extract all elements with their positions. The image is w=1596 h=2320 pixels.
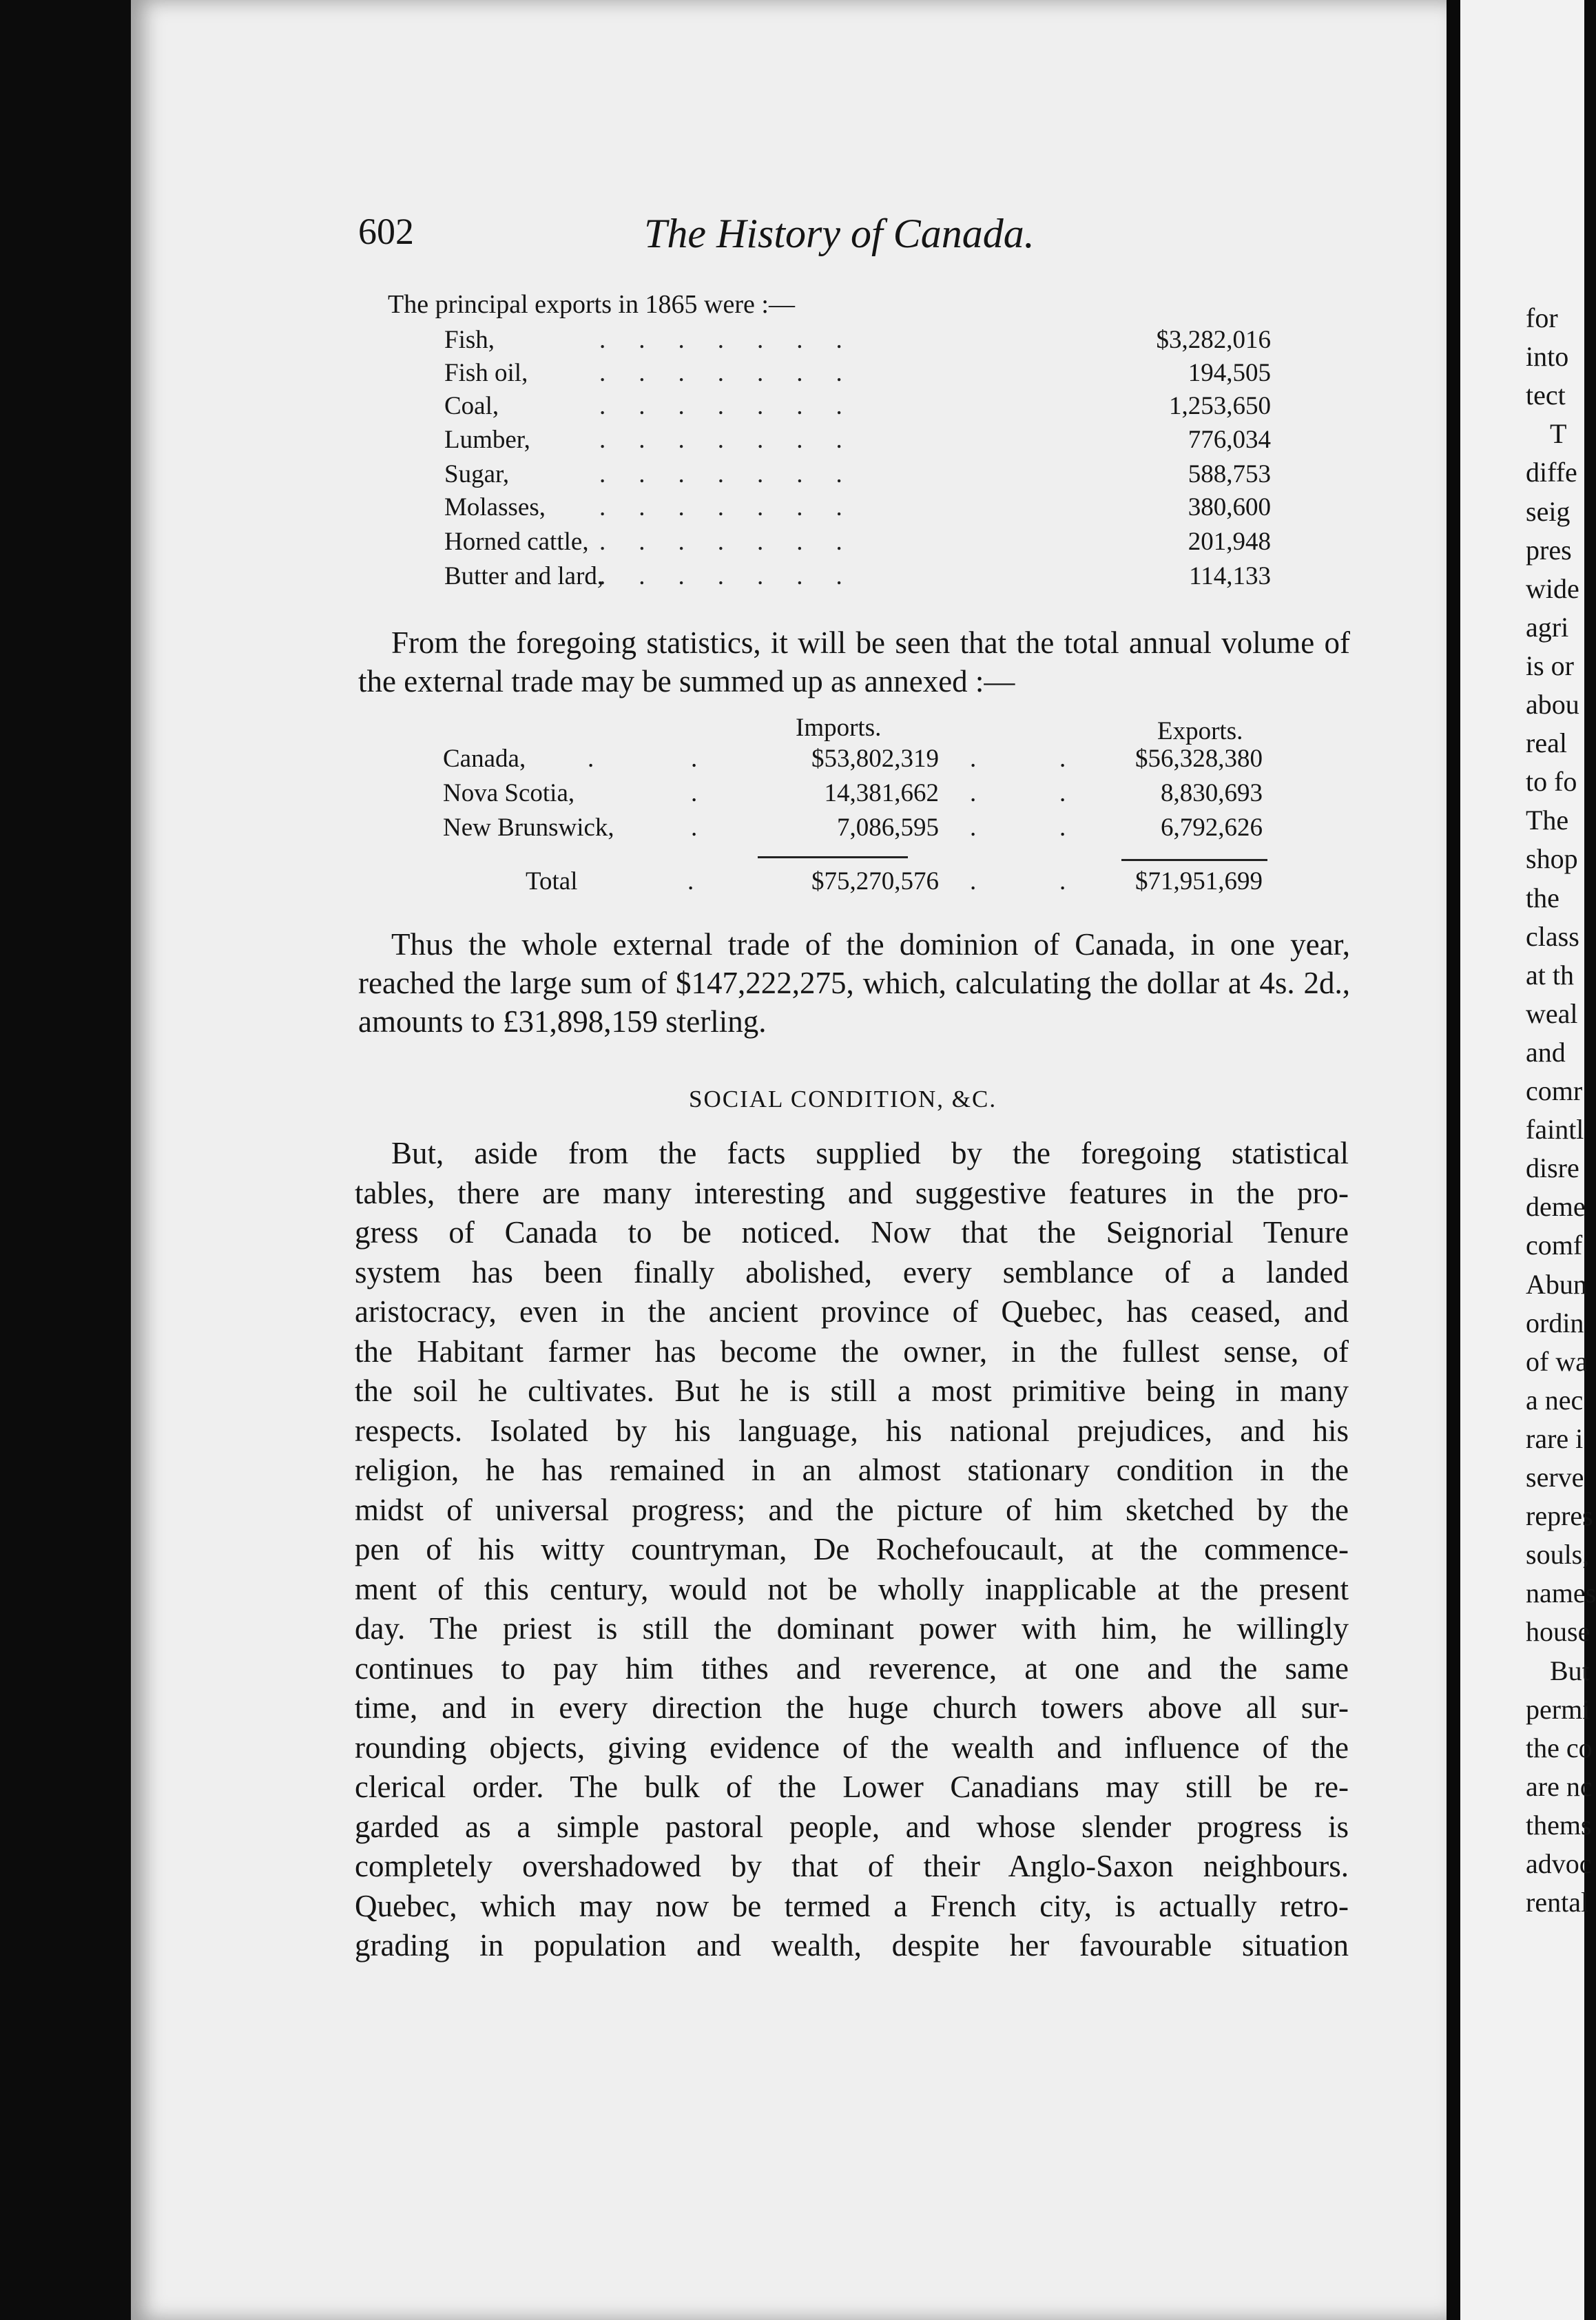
- export-row: [444, 425, 1271, 458]
- export-value: 1,253,650: [1169, 392, 1271, 420]
- body-line: aristocracy, even in the ancient province of Quebec, has ceased, and: [355, 1294, 1349, 1329]
- facing-page-line: comr: [1526, 1075, 1583, 1106]
- leader-dots: .......: [599, 460, 875, 488]
- export-row: [444, 493, 1271, 526]
- province-name: Canada,: [443, 745, 526, 773]
- facing-page-line: to fo: [1526, 766, 1577, 798]
- leader-dot: .: [970, 779, 977, 807]
- province-name: New Brunswick,: [443, 814, 614, 842]
- facing-page-line: advoc: [1526, 1848, 1592, 1879]
- facing-page-line: diffe: [1526, 457, 1577, 488]
- body-line: Quebec, which may now be termed a French city, is actually retro-: [355, 1888, 1349, 1923]
- imports-header: Imports.: [796, 714, 882, 742]
- body-line: continues to pay him tithes and reverence, at one and the same: [355, 1650, 1349, 1686]
- leader-dot: .: [1059, 745, 1066, 773]
- export-item: Sugar,: [444, 460, 510, 488]
- facing-page-line: Abun: [1526, 1268, 1587, 1300]
- exports-value: $56,328,380: [1135, 745, 1263, 773]
- body-line: midst of universal progress; and the picture of him sketched by the: [355, 1492, 1349, 1527]
- paragraph-text: Thus the whole external trade of the dominion of Canada, in one year, reached the large sum of $147,222,275, which, calculating the dollar at 4s. 2d., amounts to £31,898,159 sterling.: [358, 927, 1350, 1039]
- body-line: pen of his witty countryman, De Rochefoucault, at the commence-: [355, 1532, 1349, 1566]
- leader-dot: .: [970, 745, 977, 773]
- body-line: day. The priest is still the dominant power with him, he willingly: [355, 1611, 1349, 1646]
- leader-dots: .......: [599, 528, 875, 556]
- running-title: The History of Canada.: [644, 211, 1035, 256]
- body-line: respects. Isolated by his language, his national prejudices, and his: [355, 1413, 1349, 1448]
- facing-page-line: rare i: [1526, 1422, 1584, 1454]
- export-row: [444, 527, 1271, 560]
- leader-dots: .......: [599, 392, 875, 420]
- leader-dots: .......: [599, 562, 875, 590]
- body-line: religion, he has remained in an almost stationary condition in the: [355, 1453, 1349, 1487]
- body-line: completely overshadowed by that of their Anglo-Saxon neighbours.: [355, 1849, 1349, 1883]
- trade-row: [443, 813, 1269, 846]
- export-value: 201,948: [1188, 528, 1271, 556]
- exports-intro: The principal exports in 1865 were :—: [388, 290, 795, 319]
- facing-page-line: ordin: [1526, 1307, 1584, 1338]
- export-row: [444, 325, 1271, 358]
- leader-dot: .: [691, 745, 698, 773]
- leader-dot: .: [1059, 814, 1066, 842]
- facing-page-line: and: [1526, 1036, 1566, 1068]
- total-label: Total: [526, 867, 578, 895]
- export-value: 114,133: [1189, 562, 1271, 590]
- facing-page-line: of wa: [1526, 1345, 1588, 1377]
- exports-header: Exports.: [1157, 717, 1243, 745]
- body-line: system has been finally abolished, every semblance of a landed: [355, 1254, 1349, 1290]
- facing-page-line: into: [1526, 341, 1569, 373]
- facing-page-line: a nec: [1526, 1384, 1584, 1416]
- facing-page-line: permi: [1526, 1693, 1590, 1725]
- body-line: the soil he cultivates. But he is still a most primitive being in many: [355, 1374, 1349, 1408]
- trade-row: [443, 744, 1269, 777]
- exports-sum-rule: [1121, 859, 1267, 861]
- section-heading: SOCIAL CONDITION, &C.: [689, 1086, 997, 1112]
- total-exports: $71,951,699: [1135, 867, 1263, 895]
- leader-dot: .: [687, 867, 694, 895]
- leader-dot: .: [970, 867, 977, 895]
- export-row: [444, 358, 1271, 391]
- leader-dot: .: [1059, 779, 1066, 807]
- export-item: Fish,: [444, 326, 495, 354]
- export-row: [444, 561, 1271, 594]
- body-line: rounding objects, giving evidence of the wealth and influence of the: [355, 1730, 1349, 1765]
- facing-page-line: real: [1526, 727, 1567, 759]
- trade-total-row: [443, 867, 1269, 900]
- body-line: the Habitant farmer has become the owner, in the fullest sense, of: [355, 1334, 1349, 1369]
- facing-page-line: at th: [1526, 959, 1574, 991]
- export-item: Butter and lard,: [444, 562, 604, 590]
- export-item: Lumber,: [444, 426, 530, 454]
- export-row: [444, 459, 1271, 493]
- facing-page-line: agri: [1526, 611, 1569, 643]
- trade-row: [443, 778, 1269, 811]
- facing-page-line: But: [1550, 1655, 1590, 1686]
- leader-dot: .: [1059, 867, 1066, 895]
- export-row: [444, 391, 1271, 424]
- export-item: Fish oil,: [444, 359, 528, 387]
- export-value: 380,600: [1188, 493, 1271, 521]
- facing-page-line: the: [1526, 882, 1559, 913]
- body-line: garded as a simple pastoral people, and whose slender progress is: [355, 1809, 1349, 1844]
- facing-page-line: thems: [1526, 1809, 1592, 1841]
- facing-page-line: weal: [1526, 997, 1578, 1029]
- imports-value: 14,381,662: [824, 779, 939, 807]
- export-item: Coal,: [444, 392, 499, 420]
- facing-page-line: seig: [1526, 495, 1571, 527]
- leader-dots: .......: [599, 493, 875, 521]
- paragraph-text: From the foregoing statistics, it will be seen that the total annual volume of the external trade may be summed up as annexed :—: [358, 625, 1350, 698]
- export-value: 588,753: [1188, 460, 1271, 488]
- leader-dots: .......: [599, 326, 875, 354]
- leader-dot: .: [691, 779, 698, 807]
- body-line: gress of Canada to be noticed. Now that the Seignorial Tenure: [355, 1215, 1349, 1250]
- facing-page-line: names: [1526, 1577, 1596, 1609]
- facing-page-line: rental: [1526, 1887, 1589, 1918]
- imports-value: $53,802,319: [811, 745, 939, 773]
- body-line: time, and in every direction the huge church towers above all sur-: [355, 1690, 1349, 1725]
- paragraph-total-trade: [358, 925, 1350, 1041]
- facing-page-line: for: [1526, 302, 1558, 333]
- facing-page-line: serve: [1526, 1462, 1584, 1493]
- exports-value: 6,792,626: [1161, 814, 1263, 842]
- leader-dot: .: [588, 745, 594, 773]
- facing-page-line: disre: [1526, 1152, 1579, 1184]
- facing-page-line: comf: [1526, 1230, 1583, 1261]
- leader-dots: .......: [599, 359, 875, 387]
- facing-page-line: souls,: [1526, 1539, 1590, 1571]
- facing-page-line: abou: [1526, 689, 1579, 720]
- facing-page-line: class: [1526, 920, 1579, 952]
- facing-page-line: deme: [1526, 1191, 1586, 1223]
- leader-dot: .: [970, 814, 977, 842]
- facing-page-line: The: [1526, 805, 1569, 836]
- exports-value: 8,830,693: [1161, 779, 1263, 807]
- facing-page-line: are nc: [1526, 1770, 1593, 1802]
- total-imports: $75,270,576: [811, 867, 939, 895]
- body-line: tables, there are many interesting and suggestive features in the pro-: [355, 1175, 1349, 1210]
- leader-dot: .: [691, 814, 698, 842]
- export-item: Molasses,: [444, 493, 546, 521]
- imports-value: 7,086,595: [837, 814, 939, 842]
- body-line: grading in population and wealth, despite her favourable situation: [355, 1928, 1349, 1962]
- facing-page-line: house: [1526, 1616, 1590, 1648]
- facing-page-line: T: [1550, 418, 1567, 450]
- left-scan-margin: [0, 0, 131, 2320]
- facing-page-line: wide: [1526, 572, 1579, 604]
- paragraph-trade-summary: [358, 623, 1350, 701]
- export-value: 194,505: [1188, 359, 1271, 387]
- body-line: But, aside from the facts supplied by the foregoing statistical: [391, 1136, 1349, 1170]
- body-line: clerical order. The bulk of the Lower Canadians may still be re-: [355, 1770, 1349, 1804]
- facing-page-line: faintl: [1526, 1114, 1584, 1146]
- facing-page-line: is or: [1526, 650, 1574, 681]
- export-value: $3,282,016: [1156, 326, 1271, 354]
- facing-page-line: repres: [1526, 1500, 1593, 1532]
- page-gutter: [1447, 0, 1460, 2320]
- facing-page-line: tect: [1526, 380, 1566, 411]
- facing-page-line: shop: [1526, 843, 1578, 875]
- export-value: 776,034: [1188, 426, 1271, 454]
- export-item: Horned cattle,: [444, 528, 589, 556]
- leader-dots: .......: [599, 426, 875, 454]
- province-name: Nova Scotia,: [443, 779, 575, 807]
- facing-page-line: pres: [1526, 534, 1572, 566]
- page-number: 602: [358, 211, 414, 252]
- body-line: ment of this century, would not be wholly inapplicable at the present: [355, 1571, 1349, 1606]
- facing-page-line: the co: [1526, 1732, 1593, 1763]
- imports-sum-rule: [758, 856, 908, 858]
